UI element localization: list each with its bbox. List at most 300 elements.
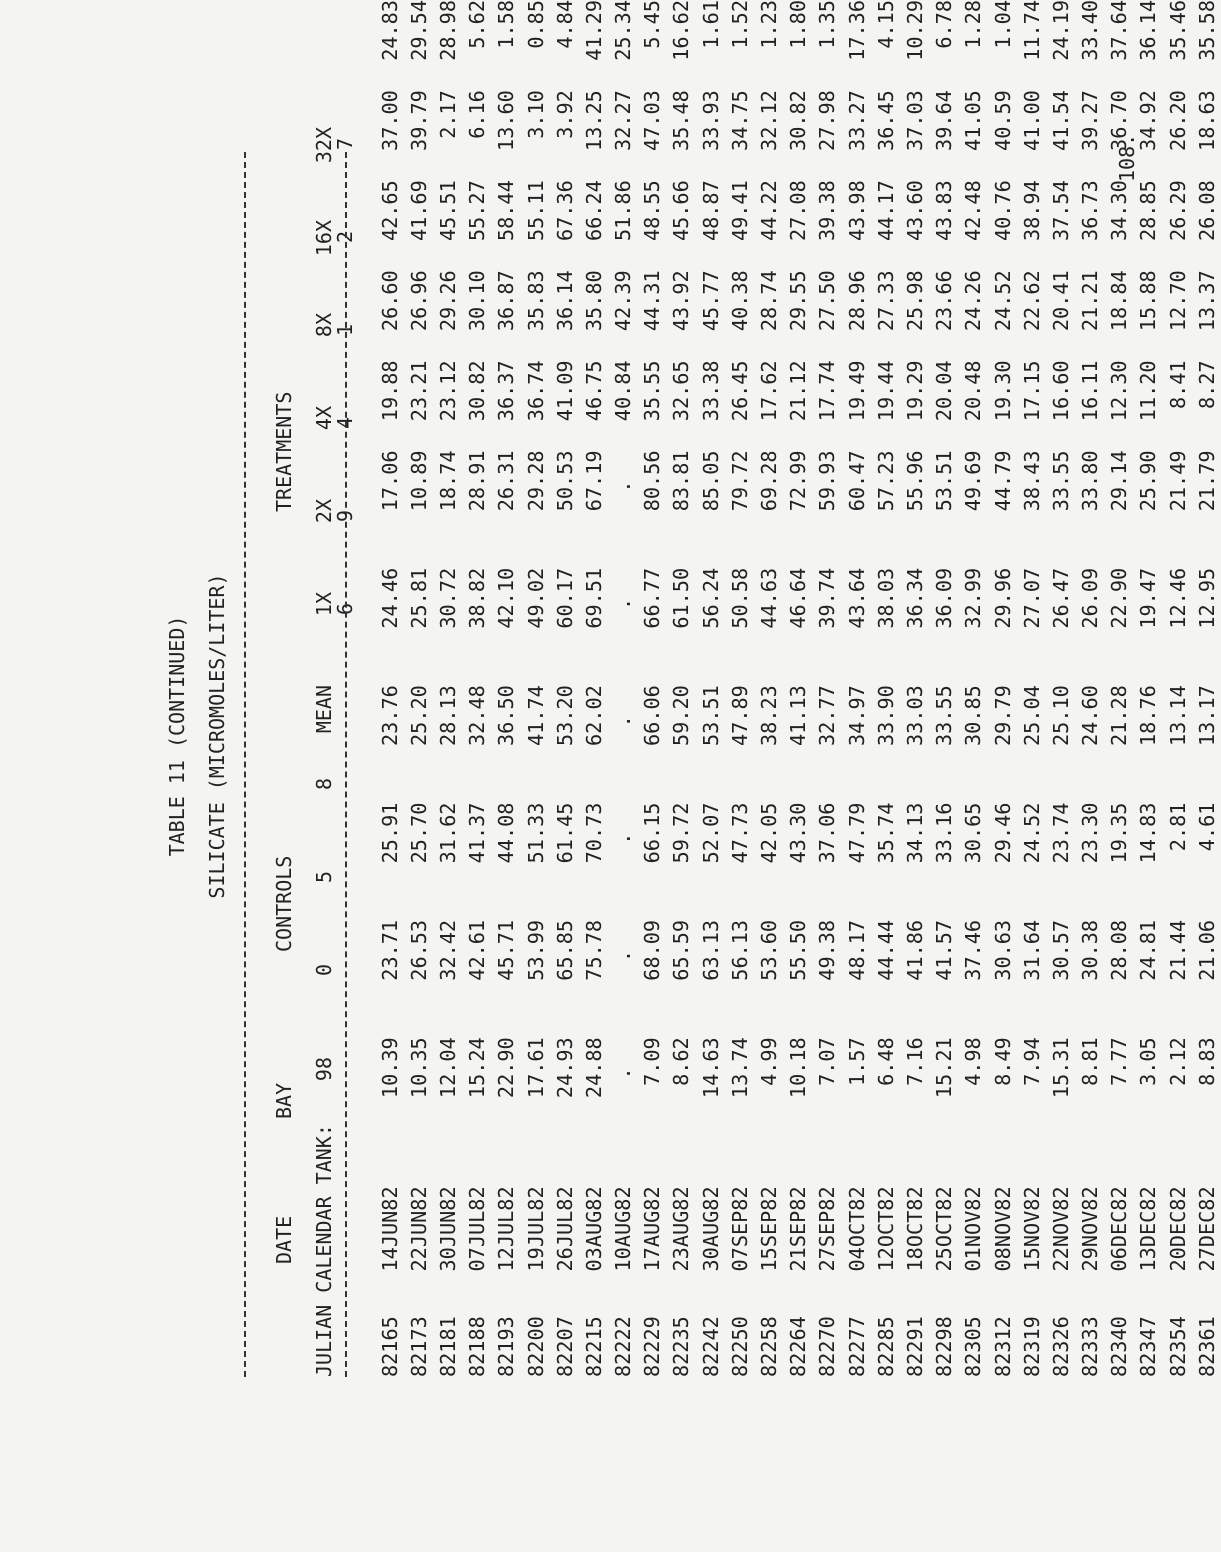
julian-cell: 82207 bbox=[552, 1316, 577, 1377]
value-cell: 68.09 bbox=[640, 919, 665, 981]
value-cell: 15.21 bbox=[932, 1037, 957, 1099]
table-row bbox=[1105, 0, 1134, 1377]
tank-number: 1 bbox=[333, 324, 357, 337]
value-cell: 19.44 bbox=[873, 360, 898, 422]
value-cell: 53.60 bbox=[757, 919, 782, 981]
value-cell: 33.40 bbox=[1078, 0, 1103, 61]
value-cell: 32.42 bbox=[435, 919, 460, 981]
value-cell: 45.71 bbox=[494, 919, 519, 981]
value-cell: 11.20 bbox=[1136, 360, 1161, 422]
value-cell: 1.28 bbox=[961, 0, 986, 49]
value-cell: 4.99 bbox=[757, 1037, 782, 1086]
value-cell: 37.64 bbox=[1107, 0, 1132, 61]
value-cell: 53.51 bbox=[932, 450, 957, 512]
value-cell: 21.06 bbox=[1194, 919, 1219, 981]
julian-cell: 82264 bbox=[786, 1316, 811, 1377]
value-cell: 59.72 bbox=[669, 802, 694, 864]
value-cell: 26.09 bbox=[1078, 567, 1103, 629]
value-cell: 10.18 bbox=[786, 1037, 811, 1099]
value-cell: 35.74 bbox=[873, 802, 898, 864]
julian-cell: 82250 bbox=[727, 1316, 752, 1377]
julian-cell: 82200 bbox=[523, 1316, 548, 1377]
value-cell: 40.84 bbox=[611, 360, 636, 422]
value-cell: 37.06 bbox=[815, 802, 840, 864]
value-cell: 21.28 bbox=[1107, 685, 1132, 746]
table-row bbox=[1017, 0, 1046, 1377]
value-cell: 32.48 bbox=[465, 685, 490, 746]
value-cell: 45.66 bbox=[669, 180, 694, 242]
value-cell: 1.52 bbox=[727, 0, 752, 49]
value-cell: 66.15 bbox=[640, 802, 665, 864]
value-cell: 80.56 bbox=[640, 450, 665, 512]
table-row bbox=[900, 0, 929, 1377]
julian-cell: 82298 bbox=[932, 1316, 957, 1377]
value-cell: 25.04 bbox=[1019, 685, 1044, 746]
table-row bbox=[404, 0, 433, 1377]
value-cell: 24.46 bbox=[377, 567, 402, 629]
value-cell: 27.07 bbox=[1019, 567, 1044, 629]
table-row bbox=[725, 0, 754, 1377]
value-cell: 20.48 bbox=[961, 360, 986, 422]
value-cell: 32.65 bbox=[669, 360, 694, 422]
value-cell: 13.37 bbox=[1194, 270, 1219, 332]
date-cell: 07JUL82 bbox=[465, 1186, 490, 1272]
column-header: 4X bbox=[312, 406, 336, 431]
julian-cell: 82193 bbox=[494, 1316, 519, 1377]
julian-cell: 82354 bbox=[1165, 1316, 1190, 1377]
value-cell: 19.29 bbox=[902, 360, 927, 422]
table-subtitle: SILICATE (MICROMOLES/LITER) bbox=[205, 573, 229, 899]
date-cell: 12JUL82 bbox=[494, 1186, 519, 1272]
value-cell: 55.50 bbox=[786, 919, 811, 981]
julian-cell: 82347 bbox=[1136, 1316, 1161, 1377]
value-cell: 17.15 bbox=[1019, 360, 1044, 422]
value-cell: 25.20 bbox=[406, 685, 431, 746]
value-cell: 7.77 bbox=[1107, 1037, 1132, 1086]
value-cell: 33.03 bbox=[902, 685, 927, 746]
value-cell: 25.98 bbox=[902, 270, 927, 332]
value-cell: 35.58 bbox=[1194, 0, 1219, 61]
table-row bbox=[1076, 0, 1105, 1377]
value-cell: 18.76 bbox=[1136, 685, 1161, 746]
value-cell: 36.73 bbox=[1078, 180, 1103, 242]
value-cell: 7.07 bbox=[815, 1037, 840, 1086]
table-row bbox=[959, 0, 988, 1377]
value-cell: 24.83 bbox=[377, 0, 402, 61]
header-top-rule bbox=[244, 152, 246, 1377]
value-cell: 26.53 bbox=[406, 919, 431, 981]
value-cell: 31.62 bbox=[435, 802, 460, 864]
table-row bbox=[930, 0, 959, 1377]
date-cell: 01NOV82 bbox=[961, 1186, 986, 1272]
date-cell: 21SEP82 bbox=[786, 1186, 811, 1272]
value-cell: 16.11 bbox=[1078, 360, 1103, 422]
value-cell: 14.63 bbox=[698, 1037, 723, 1099]
date-cell: 29NOV82 bbox=[1078, 1186, 1103, 1272]
value-cell: 2.81 bbox=[1165, 802, 1190, 852]
value-cell: 12.95 bbox=[1194, 567, 1219, 629]
table-row bbox=[492, 0, 521, 1377]
tank-number: 9 bbox=[333, 510, 357, 523]
tank-number: 2 bbox=[333, 231, 357, 244]
table-row bbox=[521, 0, 550, 1377]
column-header: 98 bbox=[312, 1057, 336, 1082]
value-cell: 38.23 bbox=[757, 685, 782, 746]
value-cell: 4.61 bbox=[1194, 802, 1219, 852]
value-cell: 33.16 bbox=[932, 802, 957, 864]
table-row bbox=[609, 0, 638, 1377]
value-cell: 5.62 bbox=[465, 0, 490, 49]
value-cell: 25.91 bbox=[377, 802, 402, 864]
table-row bbox=[784, 0, 813, 1377]
value-cell: 36.45 bbox=[873, 90, 898, 151]
date-cell: 27SEP82 bbox=[815, 1186, 840, 1272]
value-cell: 43.60 bbox=[902, 180, 927, 242]
value-cell: 1.57 bbox=[844, 1037, 869, 1086]
value-cell: 10.35 bbox=[406, 1037, 431, 1099]
value-cell: 24.60 bbox=[1078, 685, 1103, 746]
value-cell: 41.05 bbox=[961, 90, 986, 151]
value-cell: 11.74 bbox=[1019, 0, 1044, 61]
value-cell: 56.13 bbox=[727, 919, 752, 981]
value-cell: 47.89 bbox=[727, 685, 752, 746]
table-row bbox=[988, 0, 1017, 1377]
value-cell: . bbox=[611, 715, 636, 728]
value-cell: 30.57 bbox=[1048, 919, 1073, 981]
value-cell: 51.86 bbox=[611, 180, 636, 242]
value-cell: 26.47 bbox=[1048, 567, 1073, 629]
value-cell: 35.80 bbox=[581, 270, 606, 332]
value-cell: 28.98 bbox=[435, 0, 460, 61]
value-cell: 67.19 bbox=[581, 450, 606, 512]
value-cell: 47.73 bbox=[727, 802, 752, 864]
value-cell: 32.27 bbox=[611, 90, 636, 151]
tank-number: 6 bbox=[333, 603, 357, 616]
julian-cell: 82242 bbox=[698, 1316, 723, 1377]
value-cell: 25.90 bbox=[1136, 450, 1161, 512]
value-cell: 75.78 bbox=[581, 919, 606, 981]
value-cell: 12.30 bbox=[1107, 360, 1132, 422]
value-cell: 8.83 bbox=[1194, 1037, 1219, 1086]
julian-cell: 82340 bbox=[1107, 1316, 1132, 1377]
value-cell: . bbox=[611, 832, 636, 845]
value-cell: 65.59 bbox=[669, 919, 694, 981]
table-row bbox=[375, 0, 404, 1377]
date-cell: 03AUG82 bbox=[581, 1186, 606, 1272]
value-cell: 35.55 bbox=[640, 360, 665, 422]
value-cell: 59.20 bbox=[669, 685, 694, 746]
value-cell: 1.80 bbox=[786, 0, 811, 49]
value-cell: 24.52 bbox=[990, 270, 1015, 332]
value-cell: 35.48 bbox=[669, 90, 694, 151]
value-cell: 33.55 bbox=[1048, 450, 1073, 512]
value-cell: 38.82 bbox=[465, 567, 490, 629]
value-cell: 24.93 bbox=[552, 1037, 577, 1099]
value-cell: 30.85 bbox=[961, 685, 986, 746]
value-cell: 28.08 bbox=[1107, 919, 1132, 981]
value-cell: 37.00 bbox=[377, 90, 402, 151]
value-cell: 60.17 bbox=[552, 567, 577, 629]
value-cell: 26.20 bbox=[1165, 90, 1190, 151]
value-cell: 1.35 bbox=[815, 0, 840, 49]
value-cell: 24.88 bbox=[581, 1037, 606, 1099]
table-row bbox=[842, 0, 871, 1377]
value-cell: 26.29 bbox=[1165, 180, 1190, 242]
value-cell: 12.46 bbox=[1165, 567, 1190, 629]
date-cell: 15SEP82 bbox=[757, 1186, 782, 1272]
value-cell: 24.19 bbox=[1048, 0, 1073, 61]
julian-cell: 82319 bbox=[1019, 1316, 1044, 1377]
value-cell: 47.03 bbox=[640, 90, 665, 151]
value-cell: 33.27 bbox=[844, 90, 869, 151]
value-cell: 13.17 bbox=[1194, 685, 1219, 746]
value-cell: 41.86 bbox=[902, 919, 927, 981]
date-cell: 30AUG82 bbox=[698, 1186, 723, 1272]
value-cell: 44.17 bbox=[873, 180, 898, 242]
value-cell: 41.09 bbox=[552, 360, 577, 422]
value-cell: 36.70 bbox=[1107, 90, 1132, 151]
value-cell: 24.52 bbox=[1019, 802, 1044, 864]
julian-cell: 82181 bbox=[435, 1316, 460, 1377]
value-cell: 31.64 bbox=[1019, 919, 1044, 981]
value-cell: 3.10 bbox=[523, 90, 548, 139]
value-cell: 55.27 bbox=[465, 180, 490, 242]
value-cell: 4.84 bbox=[552, 0, 577, 49]
value-cell: 2.17 bbox=[435, 90, 460, 139]
value-cell: 29.55 bbox=[786, 270, 811, 332]
value-cell: . bbox=[611, 480, 636, 493]
date-cell: 14JUN82 bbox=[377, 1186, 402, 1272]
value-cell: 39.38 bbox=[815, 180, 840, 242]
value-cell: 21.79 bbox=[1194, 450, 1219, 512]
column-header: 32X bbox=[312, 127, 336, 164]
value-cell: 1.61 bbox=[698, 0, 723, 49]
value-cell: 26.45 bbox=[727, 360, 752, 422]
value-cell: 20.04 bbox=[932, 360, 957, 422]
value-cell: 10.29 bbox=[902, 0, 927, 61]
value-cell: 29.14 bbox=[1107, 450, 1132, 512]
value-cell: 22.62 bbox=[1019, 270, 1044, 332]
value-cell: 37.46 bbox=[961, 919, 986, 981]
column-header: 8X bbox=[312, 313, 336, 338]
value-cell: 25.81 bbox=[406, 567, 431, 629]
value-cell: 49.69 bbox=[961, 450, 986, 512]
value-cell: 1.23 bbox=[757, 0, 782, 49]
value-cell: 48.55 bbox=[640, 180, 665, 242]
value-cell: 18.74 bbox=[435, 450, 460, 512]
header-julian-calendar-tank: JULIAN CALENDAR TANK: bbox=[312, 1124, 336, 1377]
value-cell: . bbox=[611, 597, 636, 610]
value-cell: 7.16 bbox=[902, 1037, 927, 1086]
value-cell: 44.22 bbox=[757, 180, 782, 242]
date-cell: 07SEP82 bbox=[727, 1186, 752, 1272]
value-cell: 25.34 bbox=[611, 0, 636, 61]
value-cell: 35.46 bbox=[1165, 0, 1190, 61]
value-cell: 27.98 bbox=[815, 90, 840, 151]
date-cell: 22JUN82 bbox=[406, 1186, 431, 1272]
table-row bbox=[667, 0, 696, 1377]
table-row bbox=[754, 0, 783, 1377]
value-cell: 38.94 bbox=[1019, 180, 1044, 242]
value-cell: 37.54 bbox=[1048, 180, 1073, 242]
value-cell: 30.38 bbox=[1078, 919, 1103, 981]
value-cell: 19.30 bbox=[990, 360, 1015, 422]
value-cell: 32.77 bbox=[815, 685, 840, 746]
value-cell: 13.74 bbox=[727, 1037, 752, 1099]
value-cell: 44.44 bbox=[873, 919, 898, 981]
value-cell: 62.02 bbox=[581, 685, 606, 746]
value-cell: 21.44 bbox=[1165, 919, 1190, 981]
header-bottom-rule bbox=[345, 152, 347, 1377]
value-cell: 38.03 bbox=[873, 567, 898, 629]
value-cell: 19.35 bbox=[1107, 802, 1132, 864]
value-cell: 30.82 bbox=[786, 90, 811, 151]
value-cell: 33.38 bbox=[698, 360, 723, 422]
value-cell: 23.71 bbox=[377, 919, 402, 981]
value-cell: 23.21 bbox=[406, 360, 431, 422]
value-cell: 57.23 bbox=[873, 450, 898, 512]
value-cell: 50.53 bbox=[552, 450, 577, 512]
value-cell: 26.96 bbox=[406, 270, 431, 332]
value-cell: 56.24 bbox=[698, 567, 723, 629]
value-cell: 17.06 bbox=[377, 450, 402, 512]
table-row bbox=[1163, 0, 1192, 1377]
value-cell: 41.13 bbox=[786, 685, 811, 746]
date-cell: 13DEC82 bbox=[1136, 1186, 1161, 1272]
page-number: 108. bbox=[1115, 133, 1139, 182]
value-cell: 4.98 bbox=[961, 1037, 986, 1086]
julian-cell: 82258 bbox=[757, 1316, 782, 1377]
date-cell: 30JUN82 bbox=[435, 1186, 460, 1272]
value-cell: 36.74 bbox=[523, 360, 548, 422]
julian-cell: 82361 bbox=[1194, 1316, 1219, 1377]
value-cell: 12.70 bbox=[1165, 270, 1190, 332]
value-cell: 6.78 bbox=[932, 0, 957, 49]
value-cell: 42.10 bbox=[494, 567, 519, 629]
table-row bbox=[463, 0, 492, 1377]
value-cell: 26.08 bbox=[1194, 180, 1219, 242]
value-cell: 35.83 bbox=[523, 270, 548, 332]
value-cell: 66.06 bbox=[640, 685, 665, 746]
value-cell: 13.14 bbox=[1165, 685, 1190, 746]
value-cell: 8.62 bbox=[669, 1037, 694, 1086]
value-cell: 23.12 bbox=[435, 360, 460, 422]
value-cell: 36.37 bbox=[494, 360, 519, 422]
value-cell: 27.33 bbox=[873, 270, 898, 332]
value-cell: 55.11 bbox=[523, 180, 548, 242]
julian-cell: 82291 bbox=[902, 1316, 927, 1377]
tank-number: 4 bbox=[333, 417, 357, 430]
julian-cell: 82270 bbox=[815, 1316, 840, 1377]
value-cell: 79.72 bbox=[727, 450, 752, 512]
value-cell: 53.20 bbox=[552, 685, 577, 746]
value-cell: 12.04 bbox=[435, 1037, 460, 1099]
value-cell: 49.38 bbox=[815, 919, 840, 981]
value-cell: 29.79 bbox=[990, 685, 1015, 746]
column-header: 2X bbox=[312, 499, 336, 524]
value-cell: 23.74 bbox=[1048, 802, 1073, 864]
value-cell: 40.59 bbox=[990, 90, 1015, 151]
value-cell: 3.05 bbox=[1136, 1037, 1161, 1086]
julian-cell: 82222 bbox=[611, 1316, 636, 1377]
value-cell: 36.14 bbox=[1136, 0, 1161, 61]
date-cell: 27DEC82 bbox=[1194, 1186, 1219, 1272]
value-cell: 43.83 bbox=[932, 180, 957, 242]
value-cell: 53.99 bbox=[523, 919, 548, 981]
value-cell: 36.14 bbox=[552, 270, 577, 332]
value-cell: 25.10 bbox=[1048, 685, 1073, 746]
value-cell: 66.24 bbox=[581, 180, 606, 242]
julian-cell: 82188 bbox=[465, 1316, 490, 1377]
value-cell: 27.08 bbox=[786, 180, 811, 242]
value-cell: 24.26 bbox=[961, 270, 986, 332]
value-cell: . bbox=[611, 1067, 636, 1080]
value-cell: 50.58 bbox=[727, 567, 752, 629]
value-cell: 49.02 bbox=[523, 567, 548, 629]
value-cell: 20.41 bbox=[1048, 270, 1073, 332]
value-cell: 53.51 bbox=[698, 685, 723, 746]
julian-cell: 82229 bbox=[640, 1316, 665, 1377]
tank-number: 7 bbox=[333, 138, 357, 151]
value-cell: 18.63 bbox=[1194, 90, 1219, 151]
value-cell: 18.84 bbox=[1107, 270, 1132, 332]
value-cell: 52.07 bbox=[698, 802, 723, 864]
value-cell: 30.10 bbox=[465, 270, 490, 332]
value-cell: 30.63 bbox=[990, 919, 1015, 981]
value-cell: 2.12 bbox=[1165, 1037, 1190, 1086]
date-cell: 15NOV82 bbox=[1019, 1186, 1044, 1272]
value-cell: 27.50 bbox=[815, 270, 840, 332]
value-cell: 29.46 bbox=[990, 802, 1015, 864]
column-header: 1X bbox=[312, 592, 336, 617]
value-cell: 29.28 bbox=[523, 450, 548, 512]
date-cell: 23AUG82 bbox=[669, 1186, 694, 1272]
julian-cell: 82173 bbox=[406, 1316, 431, 1377]
value-cell: 83.81 bbox=[669, 450, 694, 512]
value-cell: 21.12 bbox=[786, 360, 811, 422]
value-cell: 41.69 bbox=[406, 180, 431, 242]
value-cell: 44.79 bbox=[990, 450, 1015, 512]
value-cell: 34.13 bbox=[902, 802, 927, 864]
value-cell: 33.93 bbox=[698, 90, 723, 151]
julian-cell: 82277 bbox=[844, 1316, 869, 1377]
value-cell: 8.41 bbox=[1165, 360, 1190, 410]
value-cell: 4.15 bbox=[873, 0, 898, 49]
value-cell: 7.09 bbox=[640, 1037, 665, 1086]
value-cell: 33.90 bbox=[873, 685, 898, 746]
date-cell: 10AUG82 bbox=[611, 1186, 636, 1272]
value-cell: 17.36 bbox=[844, 0, 869, 61]
value-cell: 30.65 bbox=[961, 802, 986, 864]
value-cell: 0.85 bbox=[523, 0, 548, 49]
julian-cell: 82165 bbox=[377, 1316, 402, 1377]
value-cell: 30.72 bbox=[435, 567, 460, 629]
column-header: 0 bbox=[312, 964, 336, 977]
value-cell: 34.92 bbox=[1136, 90, 1161, 151]
julian-cell: 82333 bbox=[1078, 1316, 1103, 1377]
value-cell: 43.30 bbox=[786, 802, 811, 864]
date-cell: 22NOV82 bbox=[1048, 1186, 1073, 1272]
value-cell: 33.80 bbox=[1078, 450, 1103, 512]
value-cell: 26.31 bbox=[494, 450, 519, 512]
value-cell: 8.49 bbox=[990, 1037, 1015, 1086]
value-cell: 22.90 bbox=[1107, 567, 1132, 629]
header-bay: BAY bbox=[272, 1082, 296, 1119]
value-cell: 10.89 bbox=[406, 450, 431, 512]
value-cell: 34.97 bbox=[844, 685, 869, 746]
value-cell: 32.12 bbox=[757, 90, 782, 151]
value-cell: . bbox=[611, 949, 636, 963]
